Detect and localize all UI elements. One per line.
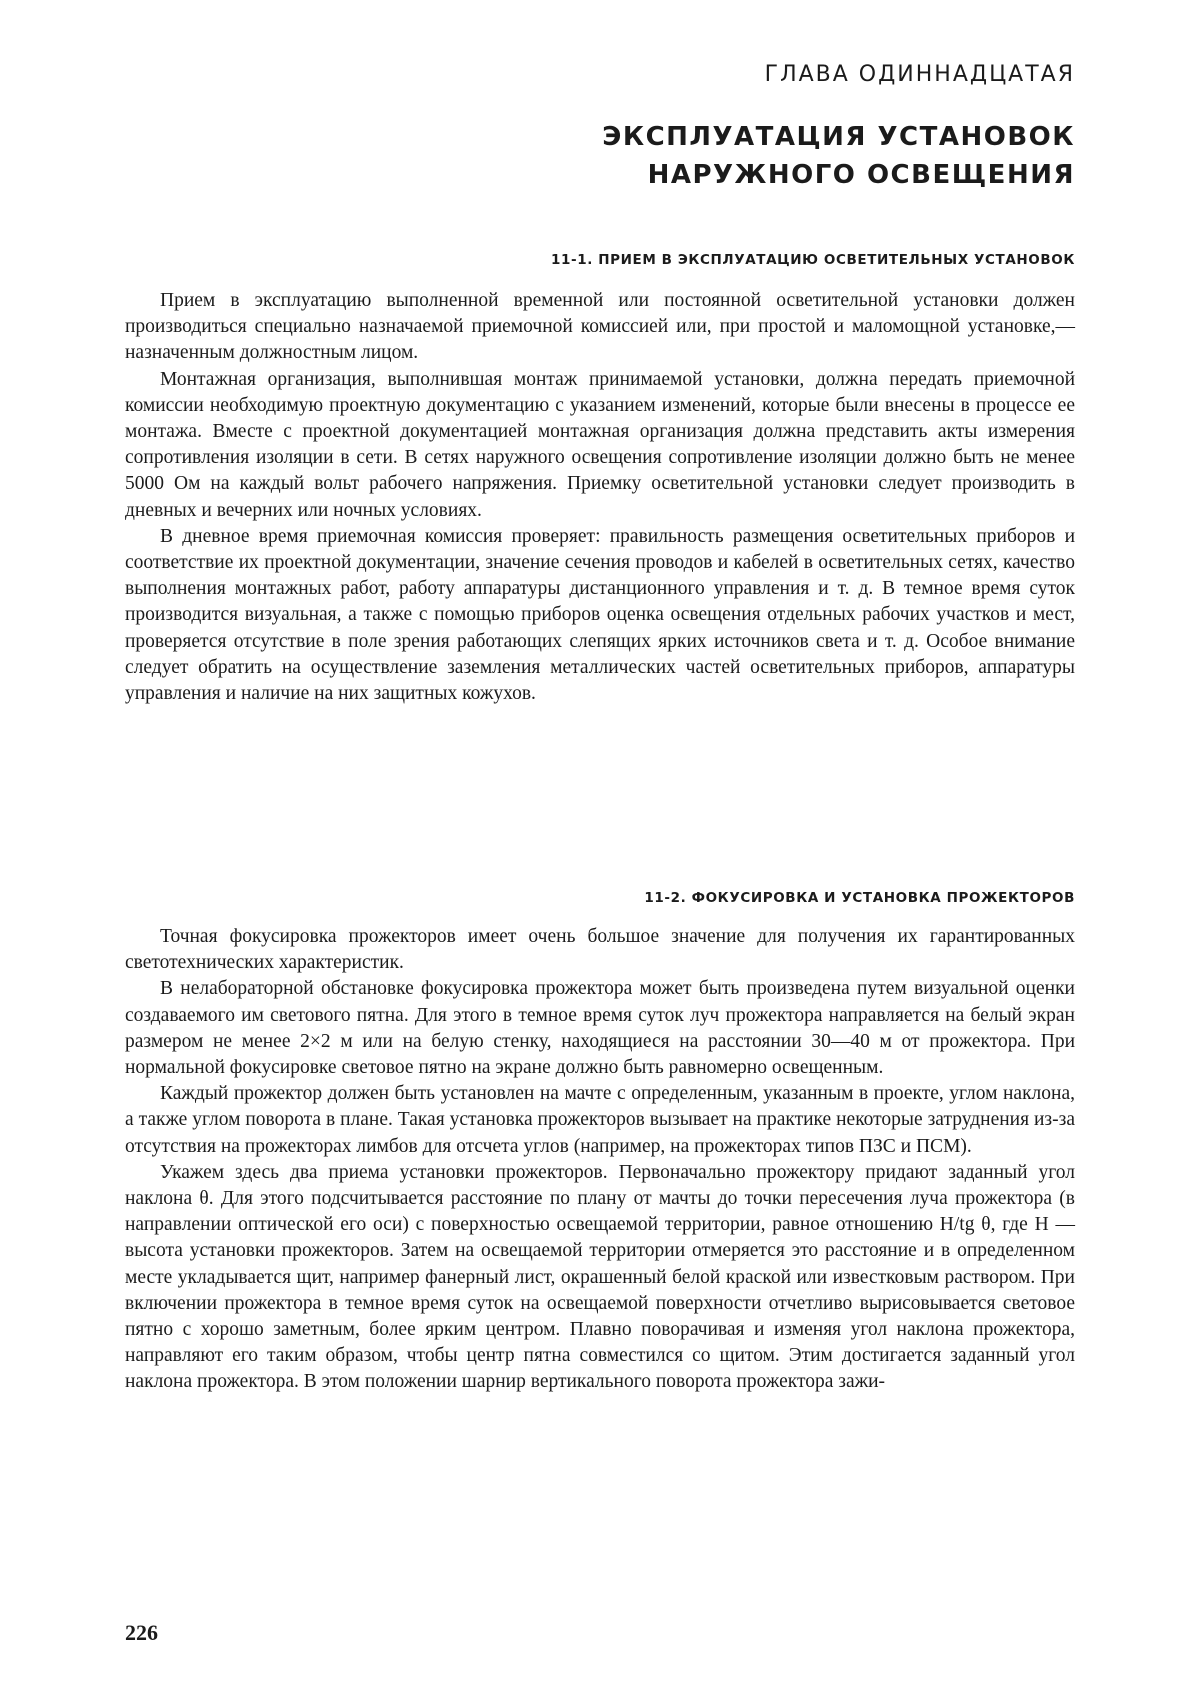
- section-body-11-1: [125, 288, 1075, 707]
- book-page: [125, 0, 1075, 1703]
- page-number: 226: [125, 1620, 158, 1645]
- section-heading-11-2: 11-2. ФОКУСИРОВКА И УСТАНОВКА ПРОЖЕКТОРОВ: [644, 890, 1075, 906]
- chapter-label: ГЛАВА ОДИННАДЦАТАЯ: [764, 62, 1075, 87]
- paragraph: В дневное время приемочная комиссия проверяет: правильность размещения осветительных приборов и соответствие их проектной документации, значение сечения проводов и кабелей в осветительных сетях, качество выполнения монтажных работ, работу аппаратуры дистанционного управления и т. д. В темное время суток производится визуальная, а также с помощью приборов оценка освещения отдельных рабочих участков и мест, проверяется отсутствие в поле зрения работающих слепящих ярких источников света и т. д. Особое внимание следует обратить на осуществление заземления металлических частей осветительных приборов, аппаратуры управления и наличие на них защитных кожухов.: [125, 525, 1075, 705]
- chapter-title-line-2: НАРУЖНОГО ОСВЕЩЕНИЯ: [647, 160, 1075, 190]
- section-body-11-2: [125, 924, 1075, 1396]
- paragraph: Прием в эксплуатацию выполненной временной или постоянной осветительной установки должен производиться специально назначаемой приемочной комиссией или, при простой и маломощной установке,— назначенным должностным лицом.: [125, 290, 1075, 364]
- section-heading-11-1: 11-1. ПРИЕМ В ЭКСПЛУАТАЦИЮ ОСВЕТИТЕЛЬНЫХ УСТАНОВОК: [551, 252, 1075, 268]
- chapter-title-line-1: ЭКСПЛУАТАЦИЯ УСТАНОВОК: [602, 122, 1075, 152]
- paragraph: Укажем здесь два приема установки прожекторов. Первоначально прожектору придают заданный угол наклона θ. Для этого подсчитывается расстояние по плану от мачты до точки пересечения луча прожектора (в направлении оптической его оси) с поверхностью освещаемой территории, равное отношению H/tg θ, где H — высота установки прожекторов. Затем на освещаемой территории отмеряется это расстояние и в определенном месте укладывается щит, например фанерный лист, окрашенный белой краской или известковым раствором. При включении прожектора в темное время суток на освещаемой поверхности отчетливо вырисовывается световое пятно с хорошо заметным, более ярким центром. Плавно поворачивая и изменяя угол наклона прожектора, направляют его таким образом, чтобы центр пятна совместился со щитом. Этим достигается заданный угол наклона прожектора. В этом положении шарнир вертикального поворота прожектора зажи-: [125, 1161, 1075, 1393]
- paragraph: Точная фокусировка прожекторов имеет очень большое значение для получения их гарантированных светотехнических характеристик.: [125, 926, 1075, 974]
- chapter-title: [375, 118, 1075, 194]
- paragraph: Каждый прожектор должен быть установлен на мачте с определенным, указанным в проекте, углом наклона, а также углом поворота в плане. Такая установка прожекторов вызывает на практике некоторые затруднения из-за отсутствия на прожекторах лимбов для отсчета углов (например, на прожекторах типов ПЗС и ПСМ).: [125, 1083, 1075, 1157]
- paragraph: В нелабораторной обстановке фокусировка прожектора может быть произведена путем визуальной оценки создаваемого им светового пятна. Для этого в темное время суток луч прожектора направляется на белый экран размером не менее 2×2 м или на белую стенку, находящиеся на расстоянии 30—40 м от прожектора. При нормальной фокусировке световое пятно на экране должно быть равномерно освещенным.: [125, 978, 1075, 1079]
- paragraph: Монтажная организация, выполнившая монтаж принимаемой установки, должна передать приемочной комиссии необходимую проектную документацию с указанием изменений, которые были внесены в процессе ее монтажа. Вместе с проектной документацией монтажная организация должна представить акты измерения сопротивления изоляции в сети. В сетях наружного освещения сопротивление изоляции должно быть не менее 5000 Ом на каждый вольт рабочего напряжения. Приемку осветительной установки следует производить в дневных и вечерних или ночных условиях.: [125, 368, 1075, 521]
